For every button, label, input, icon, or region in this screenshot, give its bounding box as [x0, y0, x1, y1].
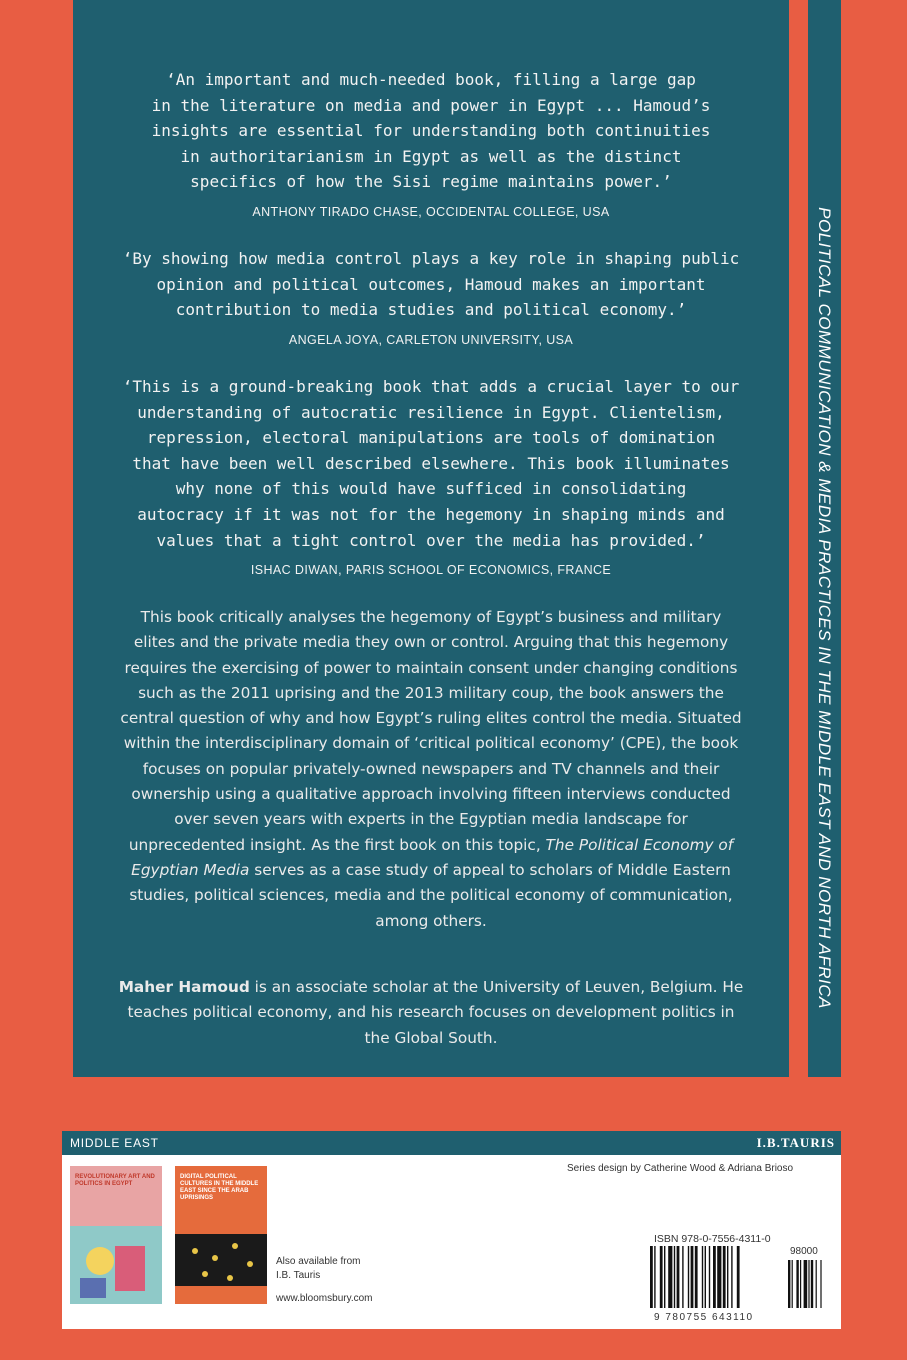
- related-book-1-title: REVOLUTIONARY ART AND POLITICS IN EGYPT: [75, 1174, 155, 1187]
- quote-line: insights are essential for understanding both continuities: [151, 121, 711, 141]
- quote-1: [73, 67, 789, 195]
- addon-bar: [796, 1260, 798, 1308]
- barcode-bar: [737, 1246, 740, 1308]
- related-book-1: [70, 1166, 162, 1304]
- quote-line: understanding of autocratic resilience in Egypt. Clientelism,: [137, 402, 725, 422]
- barcode-bar: [664, 1246, 665, 1308]
- quote-line: ‘An important and much-needed book, filling a large gap: [166, 70, 696, 89]
- barcode-bar: [731, 1246, 732, 1308]
- quote-line: autocracy if it was not for the hegemony in shaping minds and: [137, 504, 725, 524]
- quote-line: ‘This is a ground-breaking book that adds a crucial layer to our: [122, 377, 740, 396]
- barcode-bar: [717, 1246, 721, 1308]
- series-bar: [62, 1131, 841, 1155]
- isbn-text: ISBN 978-0-7556-4311-0: [654, 1233, 771, 1245]
- description-text: This book critically analyses the hegemony of Egypt’s business and military elites and the private media they own or control. Arguing that this hegemony requires the exercising of power to maintain consent under changing conditions such as the 2011 uprising and the 2013 military coup, the book answers the central question of why and how Egypt’s ruling elites control the media. Situated within the interdisciplinary domain of ‘critical political economy’ (CPE), the book focuses on popular privately-owned newspapers and TV channels and their ownership using a qualitative approach involving fifteen interviews conducted over seven years with experts in the Egyptian media landscape for unprecedented insight. As the first book on this topic,: [120, 608, 742, 854]
- spine-title: POLITICAL COMMUNICATION & MEDIA PRACTICES IN THE MIDDLE EAST AND NORTH AFRICA: [815, 207, 834, 1009]
- quote-line: that have been well described elsewhere. This book illuminates: [132, 453, 730, 473]
- barcode-bar: [682, 1246, 683, 1308]
- barcode-bar: [691, 1246, 694, 1308]
- quote-line: opinion and political outcomes, Hamoud makes an important: [156, 274, 706, 294]
- author-bio-text: is an associate scholar at the University of Leuven, Belgium. He teaches political economy, and his research focuses on development politics in the Global South.: [127, 978, 744, 1047]
- related-book-2: [175, 1166, 267, 1304]
- addon-bar: [800, 1260, 801, 1308]
- quote-line: specifics of how the Sisi regime maintains power.’: [190, 172, 672, 192]
- addon-bar: [808, 1260, 809, 1308]
- barcode-bar: [727, 1246, 728, 1308]
- quote-2-attribution: ANGELA JOYA, CARLETON UNIVERSITY, USA: [288, 333, 574, 347]
- category-label: MIDDLE EAST: [70, 1136, 159, 1150]
- quote-line: in authoritarianism in Egypt as well as the distinct: [180, 146, 682, 166]
- barcode-bar: [688, 1246, 689, 1308]
- quote-line: repression, electoral manipulations are tools of domination: [146, 428, 716, 448]
- barcode-bar: [723, 1246, 726, 1308]
- barcode-digits: 9 780755 643110: [654, 1312, 754, 1323]
- barcode-bar: [709, 1246, 710, 1308]
- quote-2: [73, 246, 789, 323]
- related-book-1-art: [70, 1166, 162, 1304]
- author-name: Maher Hamoud: [118, 978, 250, 996]
- quote-line: contribution to media studies and political economy.’: [175, 300, 687, 320]
- related-book-2-art: [175, 1166, 267, 1304]
- addon-bar: [804, 1260, 808, 1308]
- barcode-bar: [677, 1246, 680, 1308]
- barcode-bar: [668, 1246, 672, 1308]
- barcode-bar: [705, 1246, 706, 1308]
- quote-line: values that a tight control over the media has provided.’: [156, 530, 706, 550]
- addon-bar: [788, 1260, 790, 1308]
- also-available-line-2: I.B. Tauris: [276, 1270, 321, 1281]
- related-book-2-title: DIGITAL POLITICAL CULTURES IN THE MIDDLE EAST SINCE THE ARAB UPRISINGS: [180, 1174, 259, 1201]
- barcode-bar: [654, 1246, 655, 1308]
- quote-1-attribution: ANTHONY TIRADO CHASE, OCCIDENTAL COLLEGE, USA: [252, 205, 610, 219]
- barcode-bar: [650, 1246, 653, 1308]
- also-available-line-1: Also available from: [276, 1256, 361, 1267]
- series-design-credit: Series design by Catherine Wood & Adriana Brioso: [567, 1163, 794, 1174]
- quote-line: ‘By showing how media control plays a key role in shaping public: [122, 249, 740, 268]
- book-description: [118, 605, 744, 934]
- addon-bar: [792, 1260, 793, 1308]
- addon-bar: [816, 1260, 817, 1308]
- website-link[interactable]: www.bloomsbury.com: [276, 1293, 373, 1304]
- addon-bar: [820, 1260, 821, 1308]
- barcode-bar: [660, 1246, 663, 1308]
- author-bio: [118, 975, 744, 1051]
- publisher-logo: I.B.TAURIS: [756, 1135, 835, 1150]
- description-text-end: serves as a case study of appeal to scholars of Middle Eastern studies, political sciences, media and the political economy of communication, among others.: [129, 860, 733, 930]
- quote-3: [73, 374, 789, 553]
- book-title: The Political Economy of Egyptian Media: [131, 835, 734, 879]
- barcode-bar: [695, 1246, 698, 1308]
- barcode-bar: [702, 1246, 703, 1308]
- price-code: 98000: [790, 1246, 818, 1257]
- barcode-bar: [674, 1246, 675, 1308]
- quote-line: why none of this would have sufficed in consolidating: [175, 479, 687, 499]
- quote-line: in the literature on media and power in Egypt ... Hamoud’s: [151, 95, 711, 115]
- addon-bar: [811, 1260, 813, 1308]
- barcode-bar: [713, 1246, 716, 1308]
- quote-3-attribution: ISHAC DIWAN, PARIS SCHOOL OF ECONOMICS, FRANCE: [250, 563, 612, 577]
